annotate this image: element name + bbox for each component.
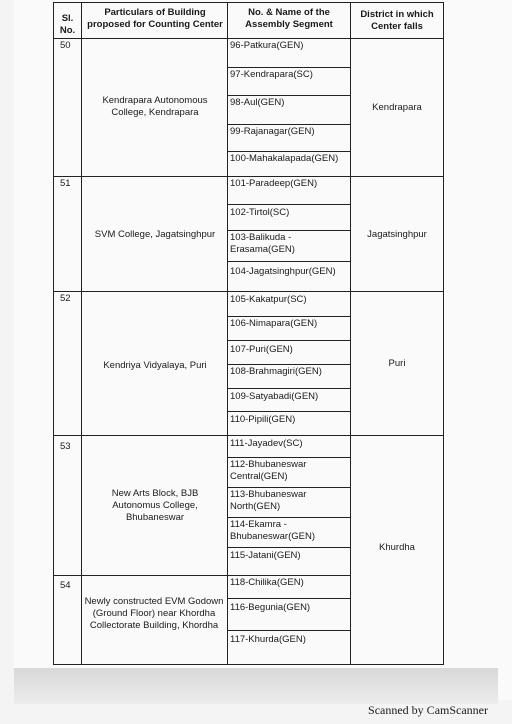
segment-cell: 100-Mahakalapada(GEN) bbox=[230, 153, 339, 164]
segment-cell: 116-Begunia(GEN) bbox=[230, 602, 311, 613]
segment-cell: 98-Aul(GEN) bbox=[230, 97, 285, 108]
building-cell: New Arts Block, BJB Autonomus College, Bhubaneswar bbox=[111, 488, 199, 523]
segment-cell: 111-Jayadev(SC) bbox=[230, 438, 303, 449]
header-sl-no: Sl. No. bbox=[59, 13, 76, 36]
segment-cell: 113-Bhubaneswar North(GEN) bbox=[230, 489, 307, 512]
header-building: Particulars of Building proposed for Counting Center bbox=[87, 7, 223, 30]
sl-no-cell: 50 bbox=[60, 40, 71, 51]
segment-cell: 108-Brahmagiri(GEN) bbox=[230, 366, 322, 377]
building-cell: Kendriya Vidyalaya, Puri bbox=[103, 360, 207, 371]
segment-cell: 101-Paradeep(GEN) bbox=[230, 178, 318, 189]
segment-cell: 114-Ekamra - Bhubaneswar(GEN) bbox=[230, 519, 316, 542]
segment-cell: 117-Khurda(GEN) bbox=[230, 634, 306, 645]
segment-cell: 107-Puri(GEN) bbox=[230, 344, 293, 355]
scanner-watermark: Scanned by CamScanner bbox=[368, 703, 488, 717]
building-cell: Newly constructed EVM Godown (Ground Floor) near Khordha Collectorate Building, Khordha bbox=[84, 596, 224, 631]
sl-no-cell: 51 bbox=[60, 178, 71, 189]
segment-cell: 97-Kendrapara(SC) bbox=[230, 69, 313, 80]
segment-cell: 109-Satyabadi(GEN) bbox=[230, 391, 319, 402]
segment-cell: 118-Chilika(GEN) bbox=[230, 577, 304, 588]
header-district: District in which Center falls bbox=[360, 9, 434, 32]
segment-cell: 96-Patkura(GEN) bbox=[230, 40, 304, 51]
building-cell: SVM College, Jagatsinghpur bbox=[94, 229, 216, 240]
sl-no-cell: 53 bbox=[60, 441, 71, 452]
segment-cell: 112-Bhubaneswar Central(GEN) bbox=[230, 459, 307, 482]
district-cell: Puri bbox=[388, 358, 406, 369]
district-cell: Jagatsinghpur bbox=[367, 229, 427, 240]
header-segment: No. & Name of the Assembly Segment bbox=[245, 7, 333, 30]
district-cell: Khurdha bbox=[379, 542, 415, 553]
building-cell: Kendrapara Autonomous College, Kendrapara bbox=[102, 95, 208, 118]
segment-cell: 104-Jagatsinghpur(GEN) bbox=[230, 266, 336, 277]
segment-cell: 103-Balikuda - Erasama(GEN) bbox=[230, 232, 295, 255]
segment-cell: 102-Tirtol(SC) bbox=[230, 207, 290, 218]
sl-no-cell: 54 bbox=[60, 580, 71, 591]
segment-cell: 110-Pipili(GEN) bbox=[230, 414, 296, 425]
segment-cell: 105-Kakatpur(SC) bbox=[230, 294, 307, 305]
district-cell: Kendrapara bbox=[372, 102, 422, 113]
segment-cell: 99-Rajanagar(GEN) bbox=[230, 126, 315, 137]
sl-no-cell: 52 bbox=[60, 293, 71, 304]
segment-cell: 115-Jatani(GEN) bbox=[230, 550, 301, 561]
segment-cell: 106-Nimapara(GEN) bbox=[230, 318, 318, 329]
